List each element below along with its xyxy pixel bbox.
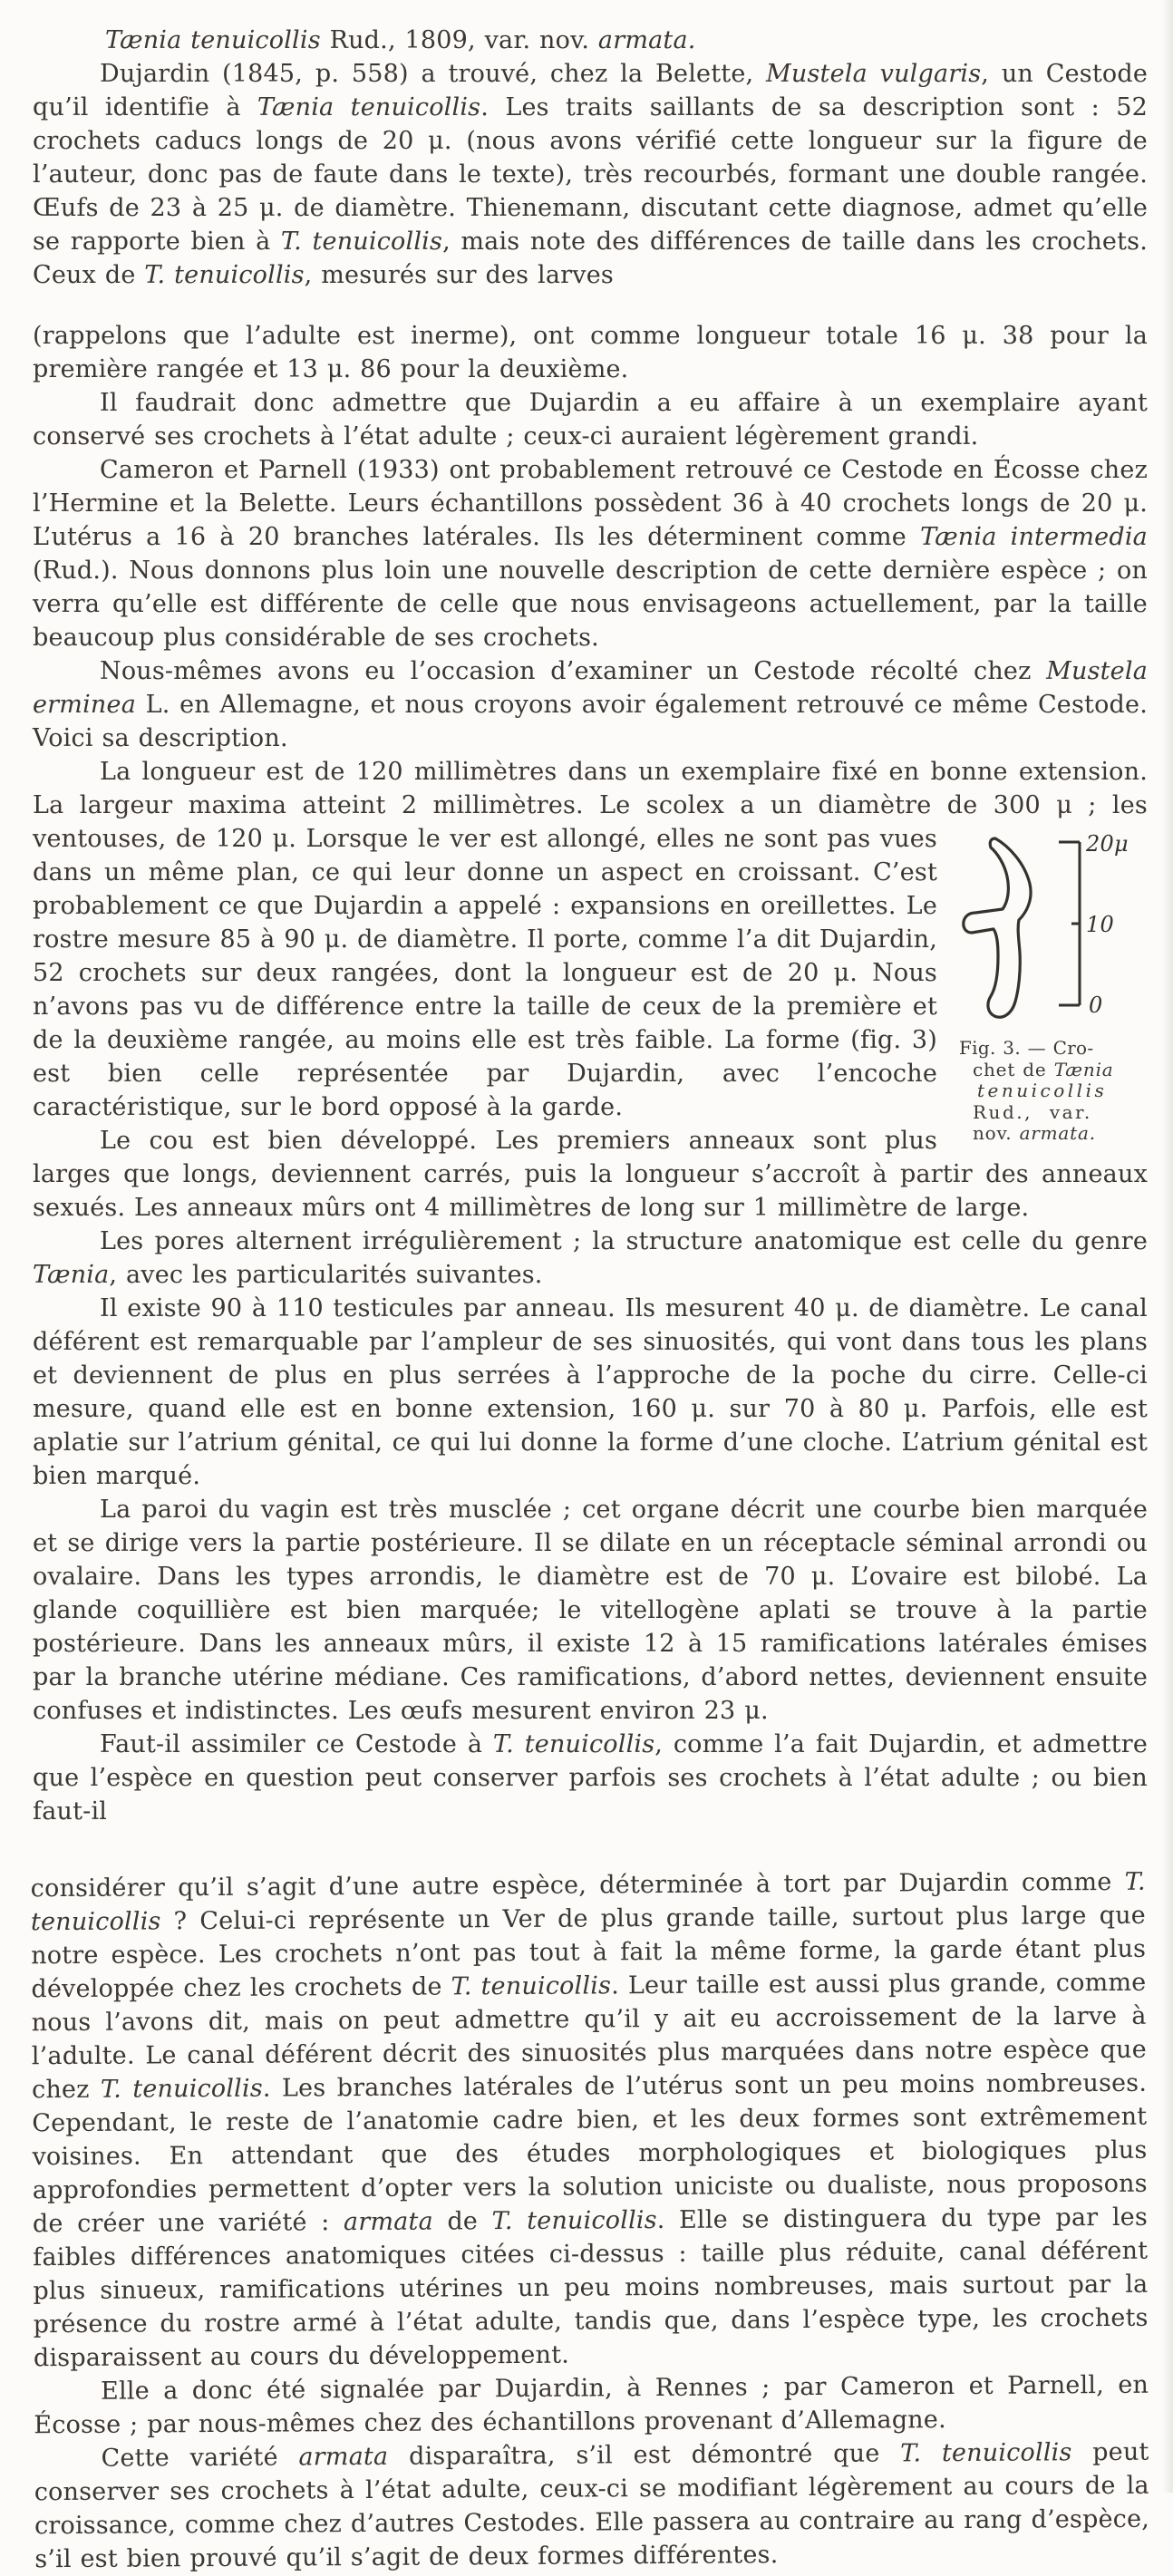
paragraph-part: 120 μ. Lorsque le ver est allongé, elles ne sont pas vues dans un même plan, ce qui leur donne un aspect en croissant. C’est probablement ce que Dujardin a appelé : expansions en oreillettes. Le rostre mesure 85 à 90 μ. de diamètre. Il porte, comme l’a dit Dujardin, 52 crochets sur deux rangées, dont la longueur est de 20 μ. Nous n’avons pas vu de différence entre la taille de ceux de la première et de la deuxième rangée, au moins elle est très faible. La forme (fig. 3) est bien celle représentée par Dujardin, avec l’encoche caractéristique, sur le bord opposé à la garde. — [33, 825, 937, 1121]
paragraph-part: La longueur est de 120 millimètres dans un exemplaire fixé en bonne extension. La largeur maxima atteint 2 millimètres. Le scolex a un diamètre de 300 μ ; les ventouses, de — [33, 758, 1148, 853]
paragraph-with-figure — [33, 755, 1148, 1144]
hook-outline — [964, 838, 1031, 1017]
species-title: Tænia tenuicollis Rud., 1809, var. nov. armata. — [105, 26, 696, 54]
scale-label-20: 20μ — [1086, 831, 1129, 857]
paragraph: Les pores alternent irrégulièrement ; la structure anatomique est celle du genre Tænia, avec les particularités suivantes. — [33, 1227, 1148, 1289]
hook-drawing — [961, 828, 1142, 1025]
caption-line: Fig. 3. — Cro- — [959, 1037, 1094, 1059]
paragraph: Le cou est bien développé. Les premiers anneaux sont plus larges que longs, deviennent carrés, puis la longueur s’accroît à partir des anneaux sexués. Les anneaux mûrs ont 4 millimètres de long sur 1 millimètre de large. — [33, 1127, 1148, 1222]
paragraph: Il existe 90 à 110 testicules par anneau. Ils mesurent 40 μ. de diamètre. Le canal déférent est remarquable par l’ampleur de ses sinuosités, qui vont dans tous les plans et deviennent de plus en plus serrées à l’approche de la poche du cirre. Celle-ci mesure, quand elle est en bonne extension, 160 μ. sur 70 à 80 μ. Parfois, elle est aplatie sur l’atrium génital, ce qui lui donne la forme d’une cloche. L’atrium génital est bien marqué. — [33, 1294, 1148, 1490]
scale-bar — [1059, 842, 1080, 1005]
caption-line: nov. armata. — [973, 1122, 1096, 1144]
paragraph: Faut-il assimiler ce Cestode à T. tenuicollis, comme l’a fait Dujardin, et admettre que l’espèce en question peut conserver parfois ses crochets à l’état adulte ; ou bien faut-il — [33, 1730, 1148, 1825]
scan-edge-shadow — [1162, 0, 1173, 2493]
text-block-1 — [33, 24, 1148, 1828]
paragraph: considérer qu’il s’agit d’une autre espèce, déterminée à tort par Dujardin comme T. tenuicollis ? Celui-ci représente un Ver de plus grande taille, surtout plus large que notre espèce. Les crochets n’ont pas tout à fait la même forme, la garde étant plus développée chez les crochets de T. tenuicollis. Leur taille est aussi plus grande, comme nous l’avons dit, mais on peut admettre qu’il y ait eu accroissement de la larve à l’adulte. Le canal déférent décrit des sinuosités plus marquées dans notre espèce que chez T. tenuicollis. Les branches latérales de l’utérus sont un peu moins nombreuses. Cependant, le reste de l’anatomie cadre bien, et les deux formes sont extrêmement voisines. En attendant que des études morphologiques et biologiques plus approfondies permettent d’opter vers la solution uniciste ou dualiste, nous proposons de créer une variété : armata de T. tenuicollis. Elle se distinguera du type par les faibles différences anatomiques citées ci-dessus : taille plus réduite, canal déférent plus sinueux, ramifications utérines un peu moins nombreuses, mais surtout par la présence du rostre armé à l’état adulte, tandis que, dans l’espèce type, les crochets disparaissent au cours du développement. — [30, 1867, 1149, 2373]
paragraph: (rappelons que l’adulte est inerme), ont comme longueur totale 16 μ. 38 pour la première rangée et 13 μ. 86 pour la deuxième. — [33, 322, 1148, 383]
scale-label-10: 10 — [1086, 912, 1114, 937]
paragraph: Cette variété armata disparaîtra, s’il est démontré que T. tenuicollis peut conserver ses crochets à l’état adulte, ceux-ci se modifiant légèrement au cours de la croissance, comme chez d’autres Cestodes. Elle passera au contraire au rang d’espèce, s’il est bien prouvé qu’il s’agit de deux formes différentes. — [34, 2437, 1150, 2574]
paragraph: Nous-mêmes avons eu l’occasion d’examiner un Cestode récolté chez Mustela erminea L. en Allemagne, et nous croyons avoir également retrouvé ce même Cestode. Voici sa description. — [33, 657, 1148, 752]
paragraph: Cameron et Parnell (1933) ont probablement retrouvé ce Cestode en Écosse chez l’Hermine et la Belette. Leurs échantillons possèdent 36 à 40 crochets longs de 20 μ. L’utérus a 16 à 20 branches latérales. Ils les déterminent comme Tænia intermedia (Rud.). Nous donnons plus loin une nouvelle description de cette dernière espèce ; on verra qu’elle est différente de celle que nous envisageons actuellement, par la taille beaucoup plus considérable de ses crochets. — [33, 456, 1148, 652]
paragraph: Elle a donc été signalée par Dujardin, à Rennes ; par Cameron et Parnell, en Écosse ; par nous-mêmes chez des échantillons provenant d’Allemagne. — [34, 2370, 1149, 2440]
paragraph: Dujardin (1845, p. 558) a trouvé, chez la Belette, Mustela vulgaris, un Cestode qu’il identifie à Tænia tenuicollis. Les traits saillants de sa description sont : 52 crochets caducs longs de 20 μ. (nous avons vérifié cette longueur sur la figure de l’auteur, donc pas de faute dans le texte), très recourbés, formant une double rangée. Œufs de 23 à 25 μ. de diamètre. Thienemann, discutant cette diagnose, admet qu’elle se rapporte bien à T. tenuicollis, mais note des différences de taille dans les crochets. Ceux de T. tenuicollis, mesurés sur des larves — [33, 60, 1149, 289]
paragraph: La paroi du vagin est très musclée ; cet organe décrit une courbe bien marquée et se dirige vers la partie postérieure. Il se dilate en un réceptacle séminal arrondi ou ovalaire. Dans les types arrondis, le diamètre est de 70 μ. L’ovaire est bilobé. La glande coquillière est bien marquée; le vitellogène aplati se trouve à la partie postérieure. Dans les anneaux mûrs, il existe 12 à 15 ramifications latérales émises par la branche utérine médiane. Ces ramifications, d’abord nettes, deviennent ensuite confuses et indistinctes. Les œufs mesurent environ 23 μ. — [33, 1496, 1148, 1725]
scale-label-0: 0 — [1089, 993, 1103, 1018]
caption-line: tenuicollis — [977, 1080, 1108, 1101]
caption-line: Rud., var. — [973, 1100, 1092, 1123]
paragraph: Il faudrait donc admettre que Dujardin a eu affaire à un exemplaire ayant conservé ses crochets à l’état adulte ; ceux-ci auraient légèrement grandi. — [33, 389, 1148, 450]
figure-3 — [954, 828, 1148, 1145]
caption-line: chet de Tænia — [973, 1058, 1114, 1080]
text-block-2 — [31, 1865, 1150, 2576]
figure-caption — [954, 1038, 1148, 1145]
